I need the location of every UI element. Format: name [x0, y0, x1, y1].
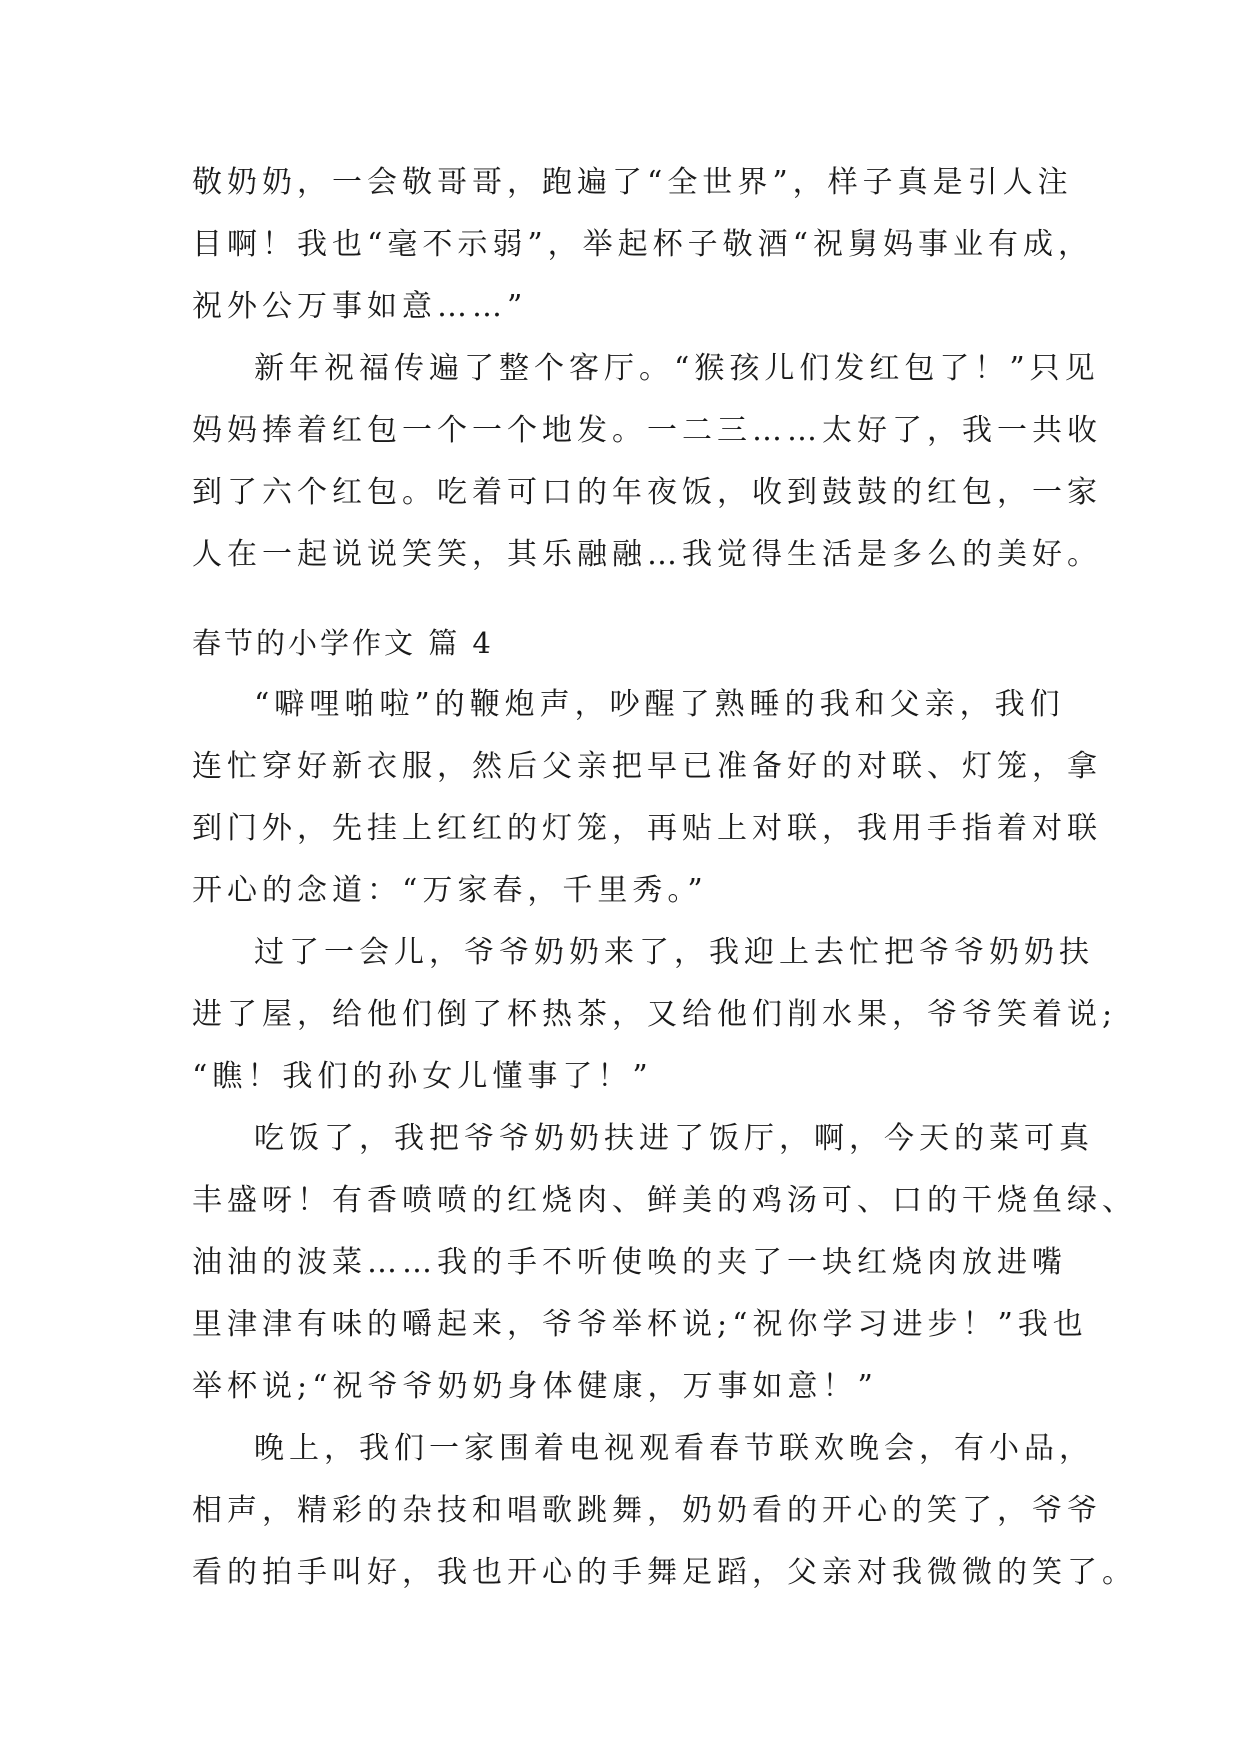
text-line: 过了一会儿，爷爷奶奶来了，我迎上去忙把爷爷奶奶扶 — [254, 935, 1094, 970]
text-line: 相声，精彩的杂技和唱歌跳舞，奶奶看的开心的笑了，爷爷 — [192, 1493, 1102, 1528]
section-title: 春节的小学作文 篇 4 — [192, 626, 494, 660]
text-line: 敬奶奶，一会敬哥哥，跑遍了“全世界”，样子真是引人注 — [192, 165, 1073, 200]
text-line: 油油的波菜……我的手不听使唤的夹了一块红烧肉放进嘴 — [192, 1245, 1067, 1280]
essay-3-continuation — [192, 152, 1102, 586]
text-line: 里津津有味的嚼起来，爷爷举杯说;“祝你学习进步！”我也 — [192, 1307, 1088, 1342]
text-line: 丰盛呀！有香喷喷的红烧肉、鲜美的鸡汤可、口的干烧鱼绿、 — [192, 1183, 1137, 1218]
text-line: 开心的念道：“万家春，千里秀。” — [192, 873, 708, 908]
paragraph — [192, 338, 1102, 586]
text-line: 新年祝福传遍了整个客厅。“猴孩儿们发红包了！”只见 — [254, 351, 1100, 386]
text-line: 进了屋，给他们倒了杯热茶，又给他们削水果，爷爷笑着说; — [192, 997, 1118, 1032]
text-line: 妈妈捧着红包一个一个地发。一二三……太好了，我一共收 — [192, 413, 1102, 448]
text-line: “瞧！我们的孙女儿懂事了！” — [192, 1059, 653, 1094]
text-line: 晚上，我们一家围着电视观看春节联欢晚会，有小品， — [254, 1431, 1094, 1466]
text-line: 祝外公万事如意……” — [192, 289, 528, 324]
text-line: 目啊！我也“毫不示弱”，举起杯子敬酒“祝舅妈事业有成， — [192, 227, 1094, 262]
paragraph — [192, 922, 1118, 1108]
text-line: 到门外，先挂上红红的灯笼，再贴上对联，我用手指着对联 — [192, 811, 1102, 846]
text-line: “噼哩啪啦”的鞭炮声，吵醒了熟睡的我和父亲，我们 — [254, 687, 1065, 722]
text-line: 吃饭了，我把爷爷奶奶扶进了饭厅，啊，今天的菜可真 — [254, 1121, 1094, 1156]
text-line: 举杯说;“祝爷爷奶奶身体健康，万事如意！” — [192, 1369, 878, 1404]
paragraph — [192, 1108, 1137, 1418]
section-heading — [192, 612, 1056, 674]
essay-4-body — [192, 674, 1137, 1604]
paragraph — [192, 152, 1094, 338]
text-line: 人在一起说说笑笑，其乐融融…我觉得生活是多么的美好。 — [192, 537, 1102, 572]
text-line: 看的拍手叫好，我也开心的手舞足蹈，父亲对我微微的笑了。 — [192, 1555, 1137, 1590]
text-line: 到了六个红包。吃着可口的年夜饭，收到鼓鼓的红包，一家 — [192, 475, 1102, 510]
paragraph — [192, 674, 1102, 922]
text-line: 连忙穿好新衣服，然后父亲把早已准备好的对联、灯笼，拿 — [192, 749, 1102, 784]
paragraph — [192, 1418, 1137, 1604]
